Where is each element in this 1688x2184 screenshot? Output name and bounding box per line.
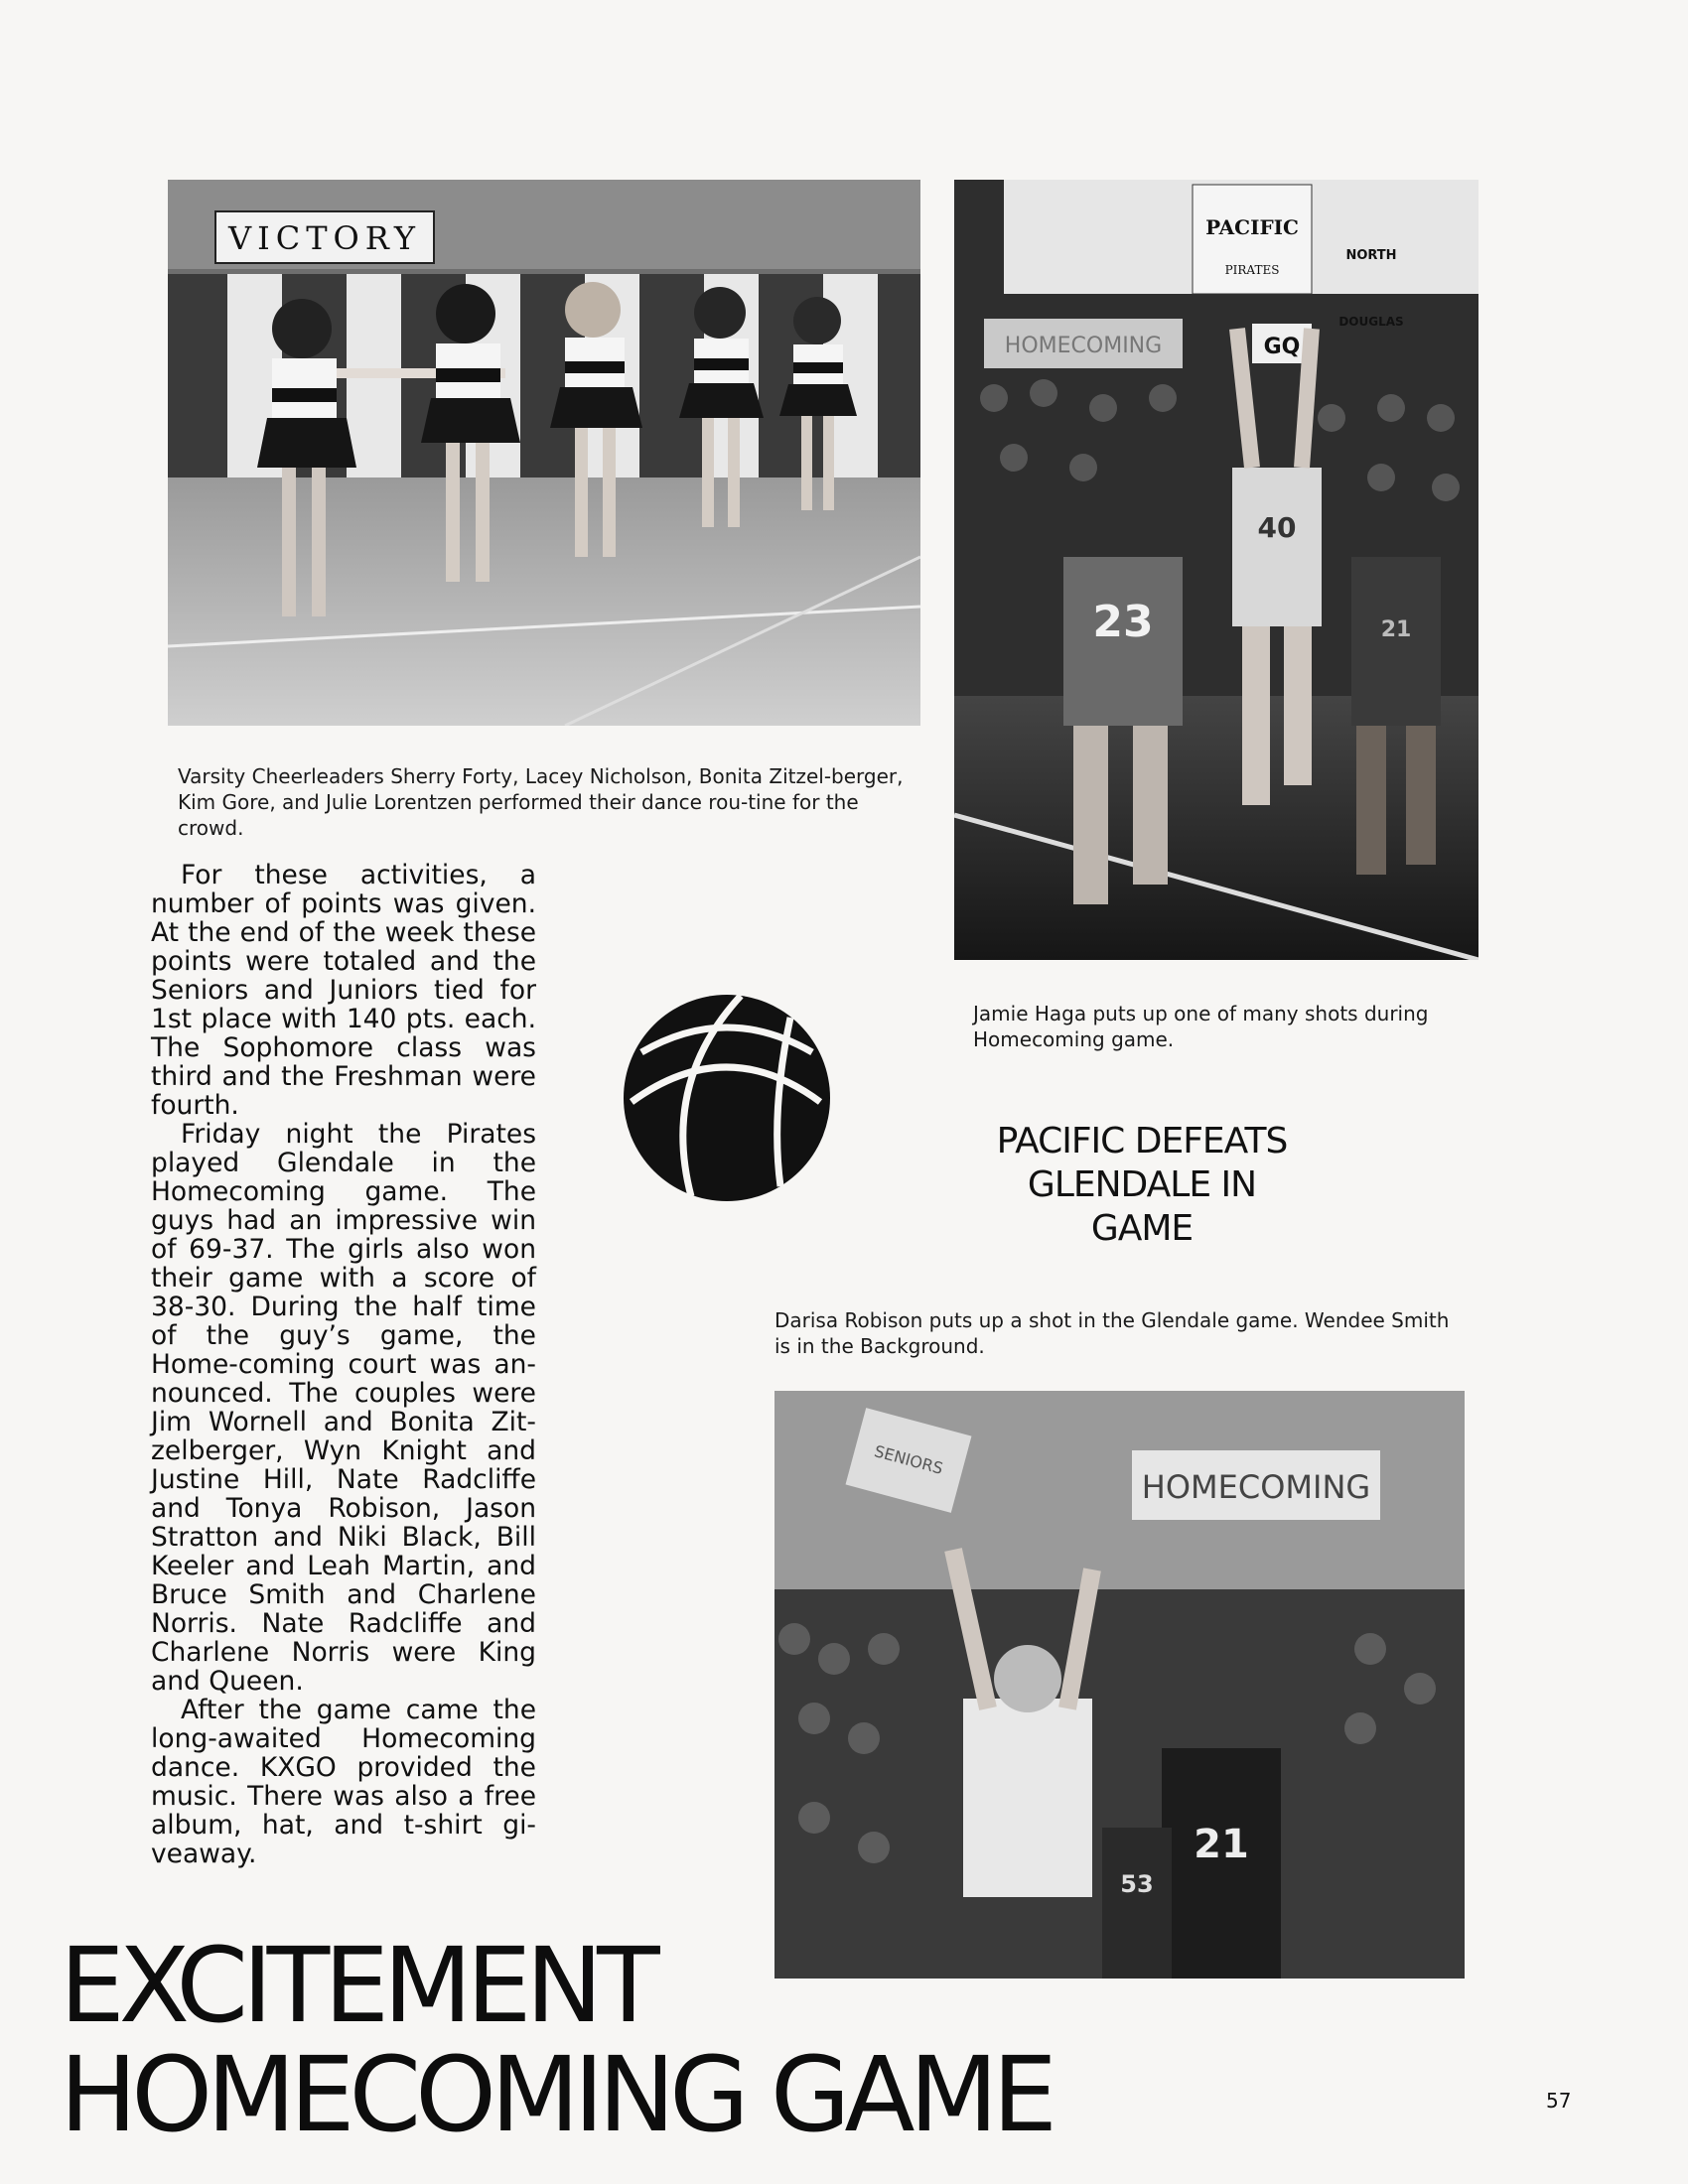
- homecoming-banner-2-text: HOMECOMING: [1141, 1468, 1371, 1506]
- north-banner-text: NORTH: [1345, 248, 1397, 263]
- pacific-banner-text: PACIFIC: [1205, 215, 1299, 239]
- article-headline: [933, 1120, 1350, 1251]
- article-paragraph: Friday night the Pirates played Glendale in the Homecoming game. The guys had an impressive win of 69-37. The girls also won their game with a score of 38-30. During the half time of the guy’s game, the Home-coming court was an-nounced. The couples were Jim Wornell and Bonita Zit-zelberger, Wyn Knight and Justine Hill, Nate Radcliffe and Tonya Robison, Jason Stratton and Niki Black, Bill Keeler and Leah Martin, and Bruce Smith and Charlene Norris. Nate Radcliffe and Charlene Norris were King and Queen.: [151, 1119, 536, 1697]
- page-title-line-1: EXCITEMENT: [60, 1925, 654, 2046]
- girls-basketball-photo: [774, 1391, 1465, 1979]
- jersey-21-girls-text: 21: [1194, 1822, 1249, 1867]
- page-number: 57: [1546, 2089, 1572, 2113]
- girls-game-caption: Darisa Robison puts up a shot in the Glendale game. Wendee Smith is in the Background.: [774, 1308, 1450, 1358]
- headline-line: GAME: [1090, 1208, 1194, 1249]
- basketball-icon: [622, 993, 832, 1203]
- pirates-banner-text: PIRATES: [1224, 263, 1280, 277]
- jersey-40-text: 40: [1257, 511, 1297, 544]
- headline-line: GLENDALE IN: [1027, 1164, 1257, 1205]
- article-paragraph: For these activities, a number of points was given. At the end of the week these points were totaled and the Seniors and Juniors tied for 1st place with 140 pts. each. The Sophomore class was third and the Freshman were fourth.: [151, 860, 536, 1121]
- cheerleaders-photo: [168, 180, 920, 726]
- homecoming-banner-text: HOMECOMING: [1004, 334, 1163, 358]
- page-title-line-2: HOMECOMING GAME: [60, 2034, 1053, 2155]
- boys-basketball-photo: [954, 180, 1478, 960]
- article-paragraph: After the game came the long-awaited Homecoming dance. KXGO provided the music. There was also a free album, hat, and t-shirt gi-veaway.: [151, 1695, 536, 1869]
- jersey-23-text: 23: [1092, 597, 1154, 647]
- jersey-53-text: 53: [1120, 1870, 1154, 1898]
- seniors-sign-text: SENIORS: [872, 1441, 945, 1478]
- victory-sign-text: VICTORY: [227, 219, 422, 257]
- boys-game-caption: Jamie Haga puts up one of many shots during Homecoming game.: [973, 1002, 1429, 1051]
- douglas-banner-text: DOUGLAS: [1338, 315, 1404, 329]
- article-body: [151, 861, 536, 1868]
- cheerleaders-caption: Varsity Cheerleaders Sherry Forty, Lacey Nicholson, Bonita Zitzel-berger, Kim Gore, and Julie Lorentzen performed their dance rou-tine for the crowd.: [178, 764, 904, 840]
- gq-sign-text: GQ: [1263, 335, 1301, 359]
- jersey-21-text: 21: [1380, 617, 1412, 642]
- headline-line: PACIFIC DEFEATS: [996, 1121, 1288, 1161]
